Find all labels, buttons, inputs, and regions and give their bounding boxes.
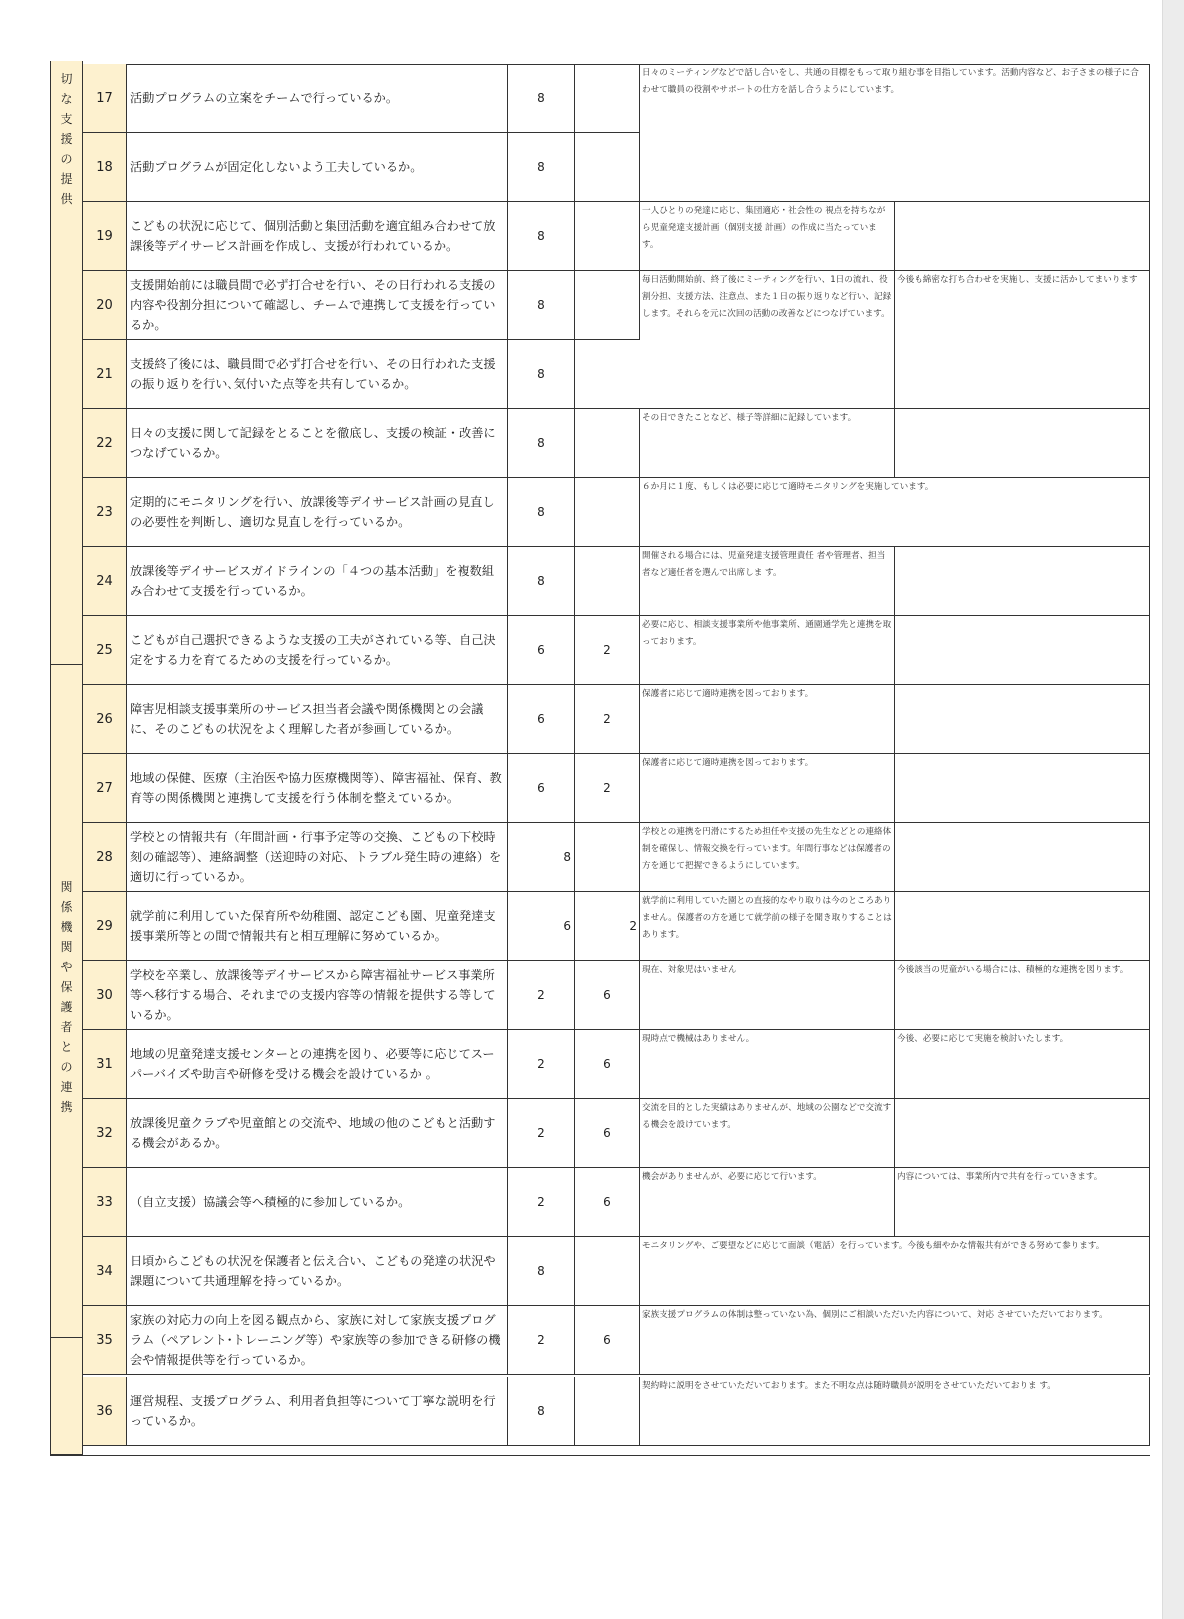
question-text: 学校を卒業し、放課後等デイサービスから障害福祉サービス事業所等へ移行する場合、それまでの支援内容等の情報を提供する等しているか。	[127, 961, 508, 1030]
item-number: 23	[83, 478, 127, 547]
no-count: 6	[575, 1099, 640, 1168]
comment-cell-c32: 交流を目的とした実績はありませんが、地域の公園などで交流する機会を設けています。	[640, 1099, 895, 1168]
vertical-scrollbar[interactable]	[1162, 0, 1184, 1619]
no-count	[575, 823, 640, 892]
yes-count: 8	[508, 547, 575, 616]
comment-cell-c20b: 今後も綿密な打ち合わせを実施し、支援に活かしてまいります	[895, 271, 1150, 409]
question-text: 支援終了後には、職員間で必ず打合せを行い、その日行われた支援の振り返りを行い､気付いた点等を共有しているか。	[127, 340, 508, 409]
item-number: 25	[83, 616, 127, 685]
yes-count: 8	[508, 478, 575, 547]
comment-cell-empty	[895, 754, 1150, 823]
item-number: 34	[83, 1237, 127, 1306]
comment-cell-c35: 家族支援プログラムの体制は整っていない為、個別にご相談いただいた内容について、対応 させていただいております。	[640, 1306, 1150, 1375]
item-number: 19	[83, 202, 127, 271]
comment-cell-empty	[895, 823, 1150, 892]
section-char: 関	[60, 880, 73, 894]
no-count	[575, 271, 640, 340]
comment-cell-c28: 学校との連携を円滑にするため担任や支援の先生などとの連絡体制を確保し、情報交換を行っています。年間行事などは保護者の方を通じて把握できるようにしています。	[640, 823, 895, 892]
section-char: の	[60, 152, 73, 166]
comment-cell-empty	[895, 409, 1150, 478]
section-char: 係	[60, 900, 73, 914]
question-text: 障害児相談支援事業所のサービス担当者会議や関係機関との会議に、そのこどもの状況をよく理解した者が参画しているか。	[127, 685, 508, 754]
question-text: 活動プログラムが固定化しないよう工夫しているか。	[127, 133, 508, 202]
comment-cell-c26: 保護者に応じて適時連携を図っております。	[640, 685, 895, 754]
item-number: 32	[83, 1099, 127, 1168]
item-number: 31	[83, 1030, 127, 1099]
section-char: 提	[60, 172, 73, 186]
section-char: の	[60, 1060, 73, 1074]
comment-cell-empty	[895, 1099, 1150, 1168]
comment-cell-c31: 現時点で機械はありません。	[640, 1030, 895, 1099]
yes-count: 6	[508, 685, 575, 754]
section-label-s2	[50, 665, 83, 1338]
comment-cell-empty	[895, 685, 1150, 754]
comment-cell-c30b: 今後該当の児童がいる場合には、積極的な連携を図ります。	[895, 961, 1150, 1030]
yes-count: 8	[508, 1377, 575, 1446]
item-number: 18	[83, 133, 127, 202]
yes-count: 8	[508, 271, 575, 340]
comment-cell-c17: 日々のミーティングなどで話し合いをし、共通の目標をもって取り組む事を目指しています。活動内容など、お子さまの様子に合わせて職員の役割やサポートの仕方を話し合うようにしています。	[640, 64, 1150, 202]
no-count: 2	[575, 754, 640, 823]
item-number: 26	[83, 685, 127, 754]
no-count	[575, 547, 640, 616]
question-text: 定期的にモニタリングを行い、放課後等デイサービス計画の見直しの必要性を判断し、適切な見直しを行っているか。	[127, 478, 508, 547]
section-label-s1	[50, 61, 83, 665]
item-number: 28	[83, 823, 127, 892]
section-char: 携	[60, 1100, 73, 1114]
no-count: 6	[575, 1030, 640, 1099]
yes-count: 8	[508, 133, 575, 202]
yes-count: 8	[508, 64, 575, 133]
question-text: 活動プログラムの立案をチームで行っているか。	[127, 64, 508, 133]
comment-cell-c30: 現在、対象児はいません	[640, 961, 895, 1030]
comment-cell-empty	[895, 892, 1150, 961]
section-char: 切	[60, 72, 73, 86]
yes-count: 2	[508, 1306, 575, 1375]
question-text: 日頃からこどもの状況を保護者と伝え合い、こどもの発達の状況や課題について共通理解を持っているか。	[127, 1237, 508, 1306]
no-count: 6	[575, 961, 640, 1030]
item-number: 35	[83, 1306, 127, 1375]
question-text: （自立支援）協議会等へ積極的に参加しているか。	[127, 1168, 508, 1237]
question-text: 就学前に利用していた保育所や幼稚園、認定こども園、児童発達支援事業所等との間で情報共有と相互理解に努めているか。	[127, 892, 508, 961]
no-count	[575, 409, 640, 478]
section-char: 援	[60, 132, 73, 146]
item-number: 22	[83, 409, 127, 478]
no-count: 6	[575, 1306, 640, 1375]
no-count	[575, 478, 640, 547]
table-bottom-border	[50, 1455, 1150, 1456]
yes-count: 8	[508, 1237, 575, 1306]
question-text: 支援開始前には職員間で必ず打合せを行い、その日行われる支援の内容や役割分担について確認し、チームで連携して支援を行っているか。	[127, 271, 508, 340]
section-char: 連	[60, 1080, 73, 1094]
comment-cell-c25: 必要に応じ、相談支援事業所や他事業所、通園通学先と連携を取っております。	[640, 616, 895, 685]
item-number: 29	[83, 892, 127, 961]
yes-count: 8	[508, 823, 575, 892]
no-count: 2	[575, 685, 640, 754]
no-count	[575, 340, 640, 409]
question-text: 地域の保健、医療（主治医や協力医療機関等）、障害福祉、保育、教育等の関係機関と連携して支援を行う体制を整えているか。	[127, 754, 508, 823]
section-char: 支	[60, 112, 73, 126]
question-text: 放課後等デイサービスガイドラインの「４つの基本活動」を複数組み合わせて支援を行っているか。	[127, 547, 508, 616]
no-count	[575, 202, 640, 271]
section-char: 供	[60, 192, 73, 206]
comment-cell-c34: モニタリングや、ご要望などに応じて面談（電話）を行っています。今後も細やかな情報共有ができる努めて参ります。	[640, 1237, 1150, 1306]
item-number: 36	[83, 1377, 127, 1446]
comment-cell-c19: 一人ひとりの発達に応じ、集団適応・社会性の 視点を持ちながら児童発達支援計画（個別支援 計画）の作成に当たっています。	[640, 202, 895, 271]
question-text: 家族の対応力の向上を図る観点から、家族に対して家族支援プログラム（ペアレント･トレーニング等）や家族等の参加できる研修の機会や情報提供等を行っているか。	[127, 1306, 508, 1375]
item-number: 30	[83, 961, 127, 1030]
item-number: 21	[83, 340, 127, 409]
comment-cell-c31b: 今後、必要に応じて実施を検討いたします。	[895, 1030, 1150, 1099]
yes-count: 8	[508, 202, 575, 271]
comment-cell-c20: 毎日活動開始前、終了後にミーティングを行い、1日の流れ、役割分担、支援方法、注意点、また１日の振り返りなど行い、記録します。それらを元に次回の活動の改善などにつなげています。	[640, 271, 895, 409]
no-count: 2	[575, 892, 640, 961]
item-number: 17	[83, 64, 127, 133]
question-text: 運営規程、支援プログラム、利用者負担等について丁寧な説明を行っているか。	[127, 1377, 508, 1446]
no-count: 2	[575, 616, 640, 685]
section-char: 機	[60, 920, 73, 934]
yes-count: 6	[508, 616, 575, 685]
yes-count: 8	[508, 340, 575, 409]
no-count	[575, 64, 640, 133]
no-count: 6	[575, 1168, 640, 1237]
question-text: こどもの状況に応じて、個別活動と集団活動を適宜組み合わせて放課後等デイサービス計画を作成し、支援が行われているか。	[127, 202, 508, 271]
comment-cell-c29: 就学前に利用していた園との直接的なやり取りは今のところありません。保護者の方を通じて就学前の様子を聞き取りすることはあります。	[640, 892, 895, 961]
section-char: と	[60, 1040, 73, 1054]
section-char: 護	[60, 1000, 73, 1014]
yes-count: 2	[508, 1168, 575, 1237]
comment-cell-c22: その日できたことなど、様子等詳細に記録しています。	[640, 409, 895, 478]
yes-count: 2	[508, 961, 575, 1030]
yes-count: 2	[508, 1030, 575, 1099]
comment-cell-c27: 保護者に応じて適時連携を図っております。	[640, 754, 895, 823]
comment-cell-empty	[895, 547, 1150, 616]
item-number: 20	[83, 271, 127, 340]
question-text: こどもが自己選択できるような支援の工夫がされている等、自己決定をする力を育てるための支援を行っているか。	[127, 616, 508, 685]
section-char: 関	[60, 940, 73, 954]
comment-cell-empty	[895, 616, 1150, 685]
question-text: 日々の支援に関して記録をとることを徹底し、支援の検証・改善につなげているか。	[127, 409, 508, 478]
comment-cell-c36: 契約時に説明をさせていただいております。また不明な点は随時職員が説明をさせていただいておりま す。	[640, 1377, 1150, 1446]
yes-count: 2	[508, 1099, 575, 1168]
section-label-s3	[50, 1338, 83, 1455]
section-char: 者	[60, 1020, 73, 1034]
question-text: 地域の児童発達支援センターとの連携を図り、必要等に応じてスーパーバイズや助言や研修を受ける機会を設けているか 。	[127, 1030, 508, 1099]
question-text: 放課後児童クラブや児童館との交流や、地域の他のこどもと活動する機会があるか。	[127, 1099, 508, 1168]
no-count	[575, 133, 640, 202]
comment-cell-c33: 機会がありませんが、必要に応じて行います。	[640, 1168, 895, 1237]
item-number: 27	[83, 754, 127, 823]
comment-cell-c23: ６か月に１度、もしくは必要に応じて適時モニタリングを実施しています。	[640, 478, 1150, 547]
no-count	[575, 1237, 640, 1306]
question-text: 学校との情報共有（年間計画・行事予定等の交換、こどもの下校時刻の確認等）、連絡調整（送迎時の対応、トラブル発生時の連絡）を適切に行っているか。	[127, 823, 508, 892]
comment-cell-c24: 開催される場合には、児童発達支援管理責任 者や管理者、担当者など適任者を選んで出席しま す。	[640, 547, 895, 616]
item-number: 33	[83, 1168, 127, 1237]
comment-cell-c33b: 内容については、事業所内で共有を行っていきます。	[895, 1168, 1150, 1237]
yes-count: 6	[508, 754, 575, 823]
section-char: な	[60, 92, 73, 106]
yes-count: 6	[508, 892, 575, 961]
yes-count: 8	[508, 409, 575, 478]
section-char: 保	[60, 980, 73, 994]
item-number: 24	[83, 547, 127, 616]
comment-cell-empty	[895, 202, 1150, 271]
no-count	[575, 1377, 640, 1446]
section-char: や	[60, 960, 73, 974]
